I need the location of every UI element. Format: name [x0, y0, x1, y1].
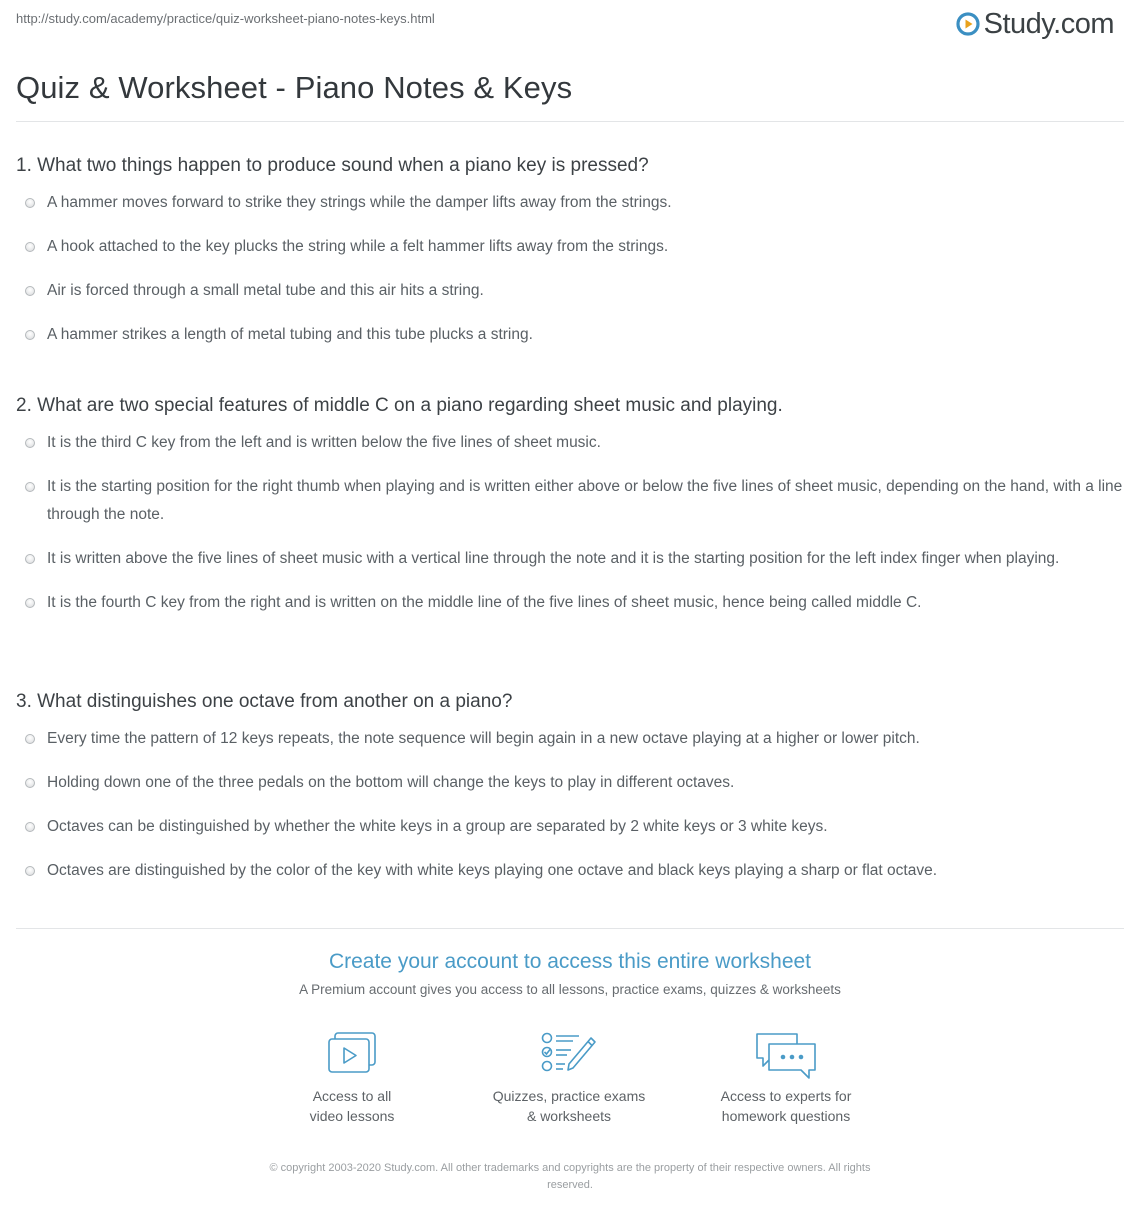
- radio-button[interactable]: [25, 286, 35, 296]
- answer-text: Octaves can be distinguished by whether the white keys in a group are separated by 2 white keys or 3 white keys.: [47, 818, 828, 835]
- question-title: 2. What are two special features of middle C on a piano regarding sheet music and playing.: [16, 395, 783, 416]
- chat-bubbles-icon: [753, 1030, 819, 1082]
- radio-button[interactable]: [25, 554, 35, 564]
- page-title: Quiz & Worksheet - Piano Notes & Keys: [16, 70, 573, 105]
- study-logo[interactable]: [956, 4, 1114, 44]
- answer-option[interactable]: [16, 857, 1126, 885]
- question-1: [16, 155, 1126, 365]
- radio-button[interactable]: [25, 778, 35, 788]
- quiz-checklist-icon: [539, 1030, 599, 1076]
- answer-text: Every time the pattern of 12 keys repeats, the note sequence will begin again in a new octave playing at a higher or lower pitch.: [47, 730, 920, 747]
- radio-button[interactable]: [25, 198, 35, 208]
- radio-button[interactable]: [25, 242, 35, 252]
- answer-option[interactable]: [16, 473, 1126, 529]
- page-url: http://study.com/academy/practice/quiz-worksheet-piano-notes-keys.html: [16, 11, 435, 26]
- feature-label: Access to all video lessons: [309, 1088, 395, 1124]
- radio-button[interactable]: [25, 734, 35, 744]
- question-3: [16, 691, 1126, 901]
- radio-button[interactable]: [25, 598, 35, 608]
- answer-text: A hammer moves forward to strike they strings while the damper lifts away from the strings.: [47, 194, 672, 211]
- answer-option[interactable]: [16, 233, 1126, 261]
- answer-text: Octaves are distinguished by the color of the key with white keys playing one octave and black keys playing a sharp or flat octave.: [47, 862, 938, 879]
- answer-option[interactable]: [16, 725, 1126, 753]
- answer-option[interactable]: [16, 429, 1126, 457]
- cta-heading[interactable]: Create your account to access this entire worksheet: [328, 950, 812, 973]
- question-title: 3. What distinguishes one octave from another on a piano?: [16, 691, 513, 712]
- answer-text: Air is forced through a small metal tube and this air hits a string.: [47, 282, 484, 299]
- copyright-notice: © copyright 2003-2020 Study.com. All other trademarks and copyrights are the property of their respective owners. All rights reserved.: [269, 1162, 871, 1191]
- answer-text: A hook attached to the key plucks the string while a felt hammer lifts away from the strings.: [47, 238, 669, 255]
- answer-option[interactable]: [16, 321, 1126, 349]
- answer-option[interactable]: [16, 189, 1126, 217]
- radio-button[interactable]: [25, 438, 35, 448]
- logo-text: Study.com: [983, 7, 1114, 40]
- cta-subheading: A Premium account gives you access to all lessons, practice exams, quizzes & worksheets: [299, 982, 841, 997]
- radio-button[interactable]: [25, 822, 35, 832]
- feature-label: Quizzes, practice exams & worksheets: [492, 1088, 646, 1124]
- answer-option[interactable]: [16, 589, 1126, 617]
- signup-cta: [0, 950, 1140, 997]
- answer-option[interactable]: [16, 545, 1126, 573]
- question-2: [16, 395, 1126, 633]
- answer-option[interactable]: [16, 277, 1126, 305]
- answer-text: Holding down one of the three pedals on the bottom will change the keys to play in different octaves.: [47, 774, 735, 791]
- answer-text: A hammer strikes a length of metal tubing and this tube plucks a string.: [47, 326, 533, 343]
- feature-label: Access to experts for homework questions: [720, 1088, 852, 1124]
- cta-divider: [16, 928, 1124, 929]
- radio-button[interactable]: [25, 866, 35, 876]
- title-divider: [16, 121, 1124, 122]
- feature-quizzes: [479, 1030, 659, 1126]
- answer-text: It is the starting position for the right thumb when playing and is written either above or below the five lines of sheet music, depending on the hand, with a line through the note.: [47, 478, 1123, 523]
- feature-video-lessons: [262, 1030, 442, 1126]
- video-lessons-icon: [325, 1030, 379, 1076]
- answer-option[interactable]: [16, 813, 1126, 841]
- answer-text: It is the fourth C key from the right and is written on the middle line of the five lines of sheet music, hence being called middle C.: [47, 594, 922, 611]
- answer-option[interactable]: [16, 769, 1126, 797]
- answer-text: It is the third C key from the left and is written below the five lines of sheet music.: [47, 434, 601, 451]
- radio-button[interactable]: [25, 330, 35, 340]
- feature-experts: [696, 1030, 876, 1126]
- radio-button[interactable]: [25, 482, 35, 492]
- question-title: 1. What two things happen to produce sound when a piano key is pressed?: [16, 155, 649, 176]
- play-logo-icon: [956, 12, 980, 36]
- answer-text: It is written above the five lines of sheet music with a vertical line through the note and it is the starting position for the left index finger when playing.: [47, 550, 1060, 567]
